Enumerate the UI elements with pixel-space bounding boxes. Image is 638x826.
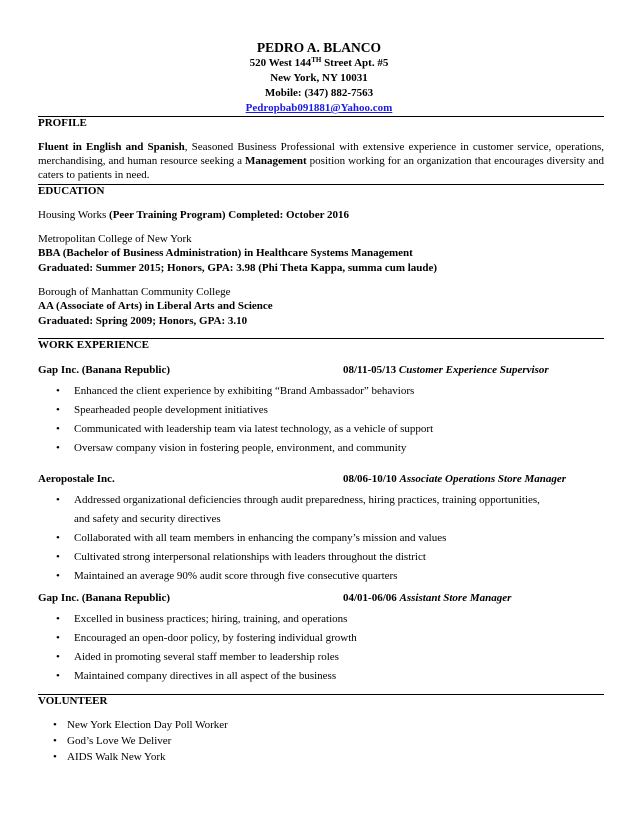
list-item [56,667,604,686]
job-dates: 08/06-10/10 [343,473,400,485]
list-item [56,629,604,648]
job-header [38,363,604,377]
school-name: Housing Works [38,209,110,221]
profile-text [38,140,604,182]
city-line: New York, NY 10031 [270,72,368,84]
bullet-icon: • [53,751,57,763]
graduation-info: Graduated: Spring 2009; Honors, GPA: 3.10 [38,315,248,327]
degree-title: BBA (Bachelor of Business Administration) in Healthcare Systems Management [38,247,413,259]
profile-languages: Fluent in English and Spanish [38,141,185,153]
bullet-text: Aided in promoting several staff member to leadership roles [74,651,339,663]
education-entry-housing-works [38,208,349,222]
graduation-info: Graduated: Summer 2015; Honors, GPA: 3.98 (Phi Theta Kappa, summa cum laude) [38,262,438,274]
mobile-line: Mobile: (347) 882-7563 [264,87,374,99]
bullet-icon: • [56,385,60,397]
address-line [0,56,638,71]
profile-target-role: Management [244,155,307,167]
email-link[interactable]: Pedropbab091881@Yahoo.com [245,102,393,114]
bullet-text: Communicated with leadership team via latest technology, as a vehicle of support [74,423,434,435]
job-bullets [56,382,604,458]
bullet-icon: • [56,551,60,563]
job-role: Associate Operations Store Manager [399,473,567,485]
bullet-icon: • [56,532,60,544]
bullet-icon: • [56,632,60,644]
job-role: Assistant Store Manager [399,592,512,604]
list-item [56,491,544,529]
work-experience-heading: WORK EXPERIENCE [38,339,149,351]
program-detail: (Peer Training Program) Completed: October 2016 [109,209,350,221]
list-item [56,401,604,420]
bullet-text: Maintained an average 90% audit score through five consecutive quarters [74,570,398,582]
profile-body-2: position working for an organization that encourages diversity and caters to patients in need. [38,155,604,181]
bullet-text: Oversaw company vision in fostering people, environment, and community [74,442,407,454]
bullet-icon: • [53,735,57,747]
list-item [56,648,604,667]
bullet-icon: • [56,651,60,663]
job-header [38,591,604,605]
list-item [53,717,228,733]
section-divider [38,694,604,695]
company-name: Gap Inc. (Banana Republic) [38,592,171,604]
bullet-text: Addressed organizational deficiencies through audit preparedness, hiring practices, training opportunities, and safety and security directives [74,494,540,525]
address-superscript: TH [311,56,322,64]
job-dates: 08/11-05/13 [343,364,399,376]
bullet-text: Cultivated strong interpersonal relationships with leaders throughout the district [74,551,426,563]
bullet-icon: • [56,423,60,435]
job-bullets [56,491,544,586]
list-item [56,610,604,629]
list-item [56,529,544,548]
profile-heading: PROFILE [38,117,87,129]
bullet-text: Enhanced the client experience by exhibiting “Brand Ambassador” behaviors [74,385,415,397]
company-name: Aeropostale Inc. [38,473,115,485]
job-header [38,472,604,486]
job-bullets [56,610,604,686]
bullet-icon: • [56,494,60,506]
bullet-text: Maintained company directives in all aspect of the business [74,670,337,682]
job-dates: 04/01-06/06 [343,592,400,604]
list-item [56,439,604,458]
bullet-icon: • [56,570,60,582]
school-name: Borough of Manhattan Community College [38,286,231,298]
volunteer-item: God’s Love We Deliver [67,735,172,747]
profile-body-1: , Seasoned Business Professional with extensive experience in customer service, operations, merchandising, and human resource seeking a [38,141,604,167]
bullet-icon: • [56,404,60,416]
education-heading: EDUCATION [38,185,105,197]
list-item [56,382,604,401]
volunteer-list [53,717,228,765]
volunteer-heading: VOLUNTEER [38,695,108,707]
resume-header [0,40,638,116]
volunteer-item: New York Election Day Poll Worker [67,719,228,731]
bullet-text: Spearheaded people development initiatives [74,404,268,416]
address-apt: Street Apt. #5 [321,57,389,69]
address-street: 520 West 144 [249,57,312,69]
school-name: Metropolitan College of New York [38,233,192,245]
list-item [56,420,604,439]
list-item [53,733,228,749]
degree-title: AA (Associate of Arts) in Liberal Arts and Science [38,300,273,312]
bullet-text: Collaborated with all team members in enhancing the company’s mission and values [74,532,447,544]
list-item [56,548,544,567]
bullet-icon: • [56,613,60,625]
section-divider [38,184,604,185]
volunteer-item: AIDS Walk New York [67,751,166,763]
company-name: Gap Inc. (Banana Republic) [38,364,171,376]
bullet-icon: • [56,670,60,682]
bullet-icon: • [53,719,57,731]
bullet-text: Encouraged an open-door policy, by fostering individual growth [74,632,357,644]
list-item [56,567,544,586]
section-divider [38,116,604,117]
job-role: Customer Experience Supervisor [398,364,549,376]
bullet-icon: • [56,442,60,454]
list-item [53,749,228,765]
candidate-name: PEDRO A. BLANCO [256,40,382,55]
bullet-text: Excelled in business practices; hiring, training, and operations [74,613,348,625]
